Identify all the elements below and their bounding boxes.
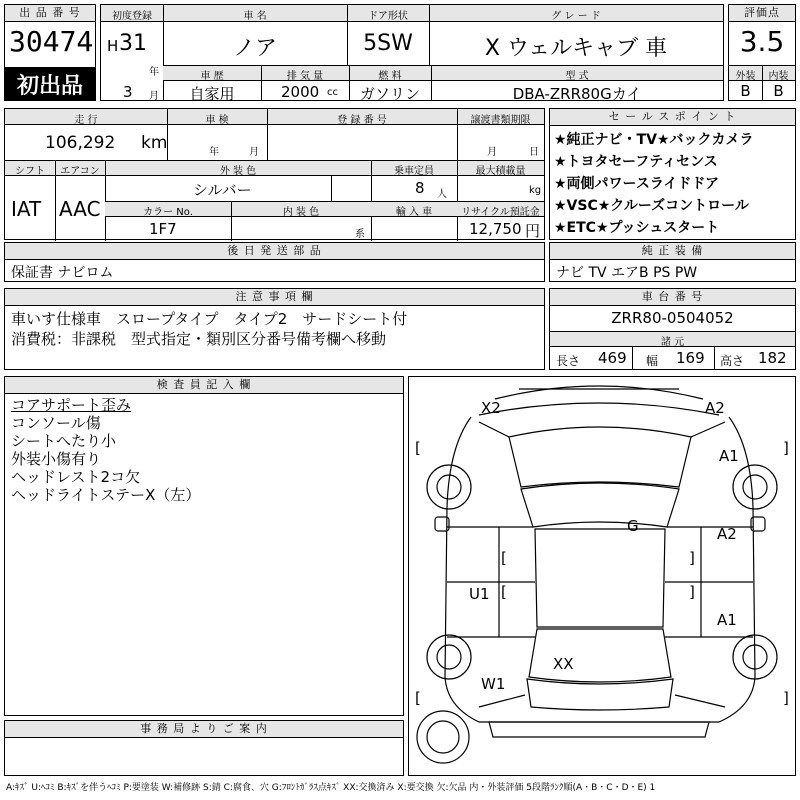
damage-mark: G: [627, 517, 639, 535]
door-type: 5SW: [363, 31, 413, 56]
length-value: 469: [598, 349, 627, 367]
reg-year: 31: [119, 31, 147, 56]
year-unit: 年: [149, 67, 159, 78]
later-parts-value: 保証書 ナビロム: [11, 265, 114, 281]
diagram-bracket: [: [415, 439, 421, 457]
lot-box: [4, 4, 96, 101]
sales-point-line: ★トヨタセーフティセンス: [554, 154, 718, 170]
model-code-value: DBA-ZRR80Gカイ: [512, 85, 642, 103]
model-label: 車 名: [243, 11, 267, 22]
notes-line: 消費税：非課税 型式指定・類別区分番号備考欄へ移動: [11, 330, 387, 348]
mileage-unit: km: [141, 133, 168, 153]
genuine-equipment-label: 純 正 装 備: [550, 243, 795, 260]
inspector-line: コアサポート歪み: [11, 396, 132, 414]
genuine-equipment-box: [549, 242, 796, 282]
damage-mark: XX: [553, 655, 574, 673]
legend-text: A:ｷｽﾞ U:ﾍｺﾐ B:ｷｽﾞを伴うﾍｺﾐ P:要塗装 W:補修跡 S:錆 C:腐食、穴 G:ﾌﾛﾝﾄｶﾞﾗｽ点ｷｽﾞ XX:交換済み X:要交換 欠:欠品 内・外装評価 5段階ﾗﾝｸ順(A・B・C・D・E) 1: [6, 783, 656, 793]
dims-label: 諸 元: [660, 337, 685, 348]
office-label: 事 務 局 よ り ご 案 内: [5, 721, 403, 738]
color-value: シルバー: [193, 181, 252, 199]
chassis-label: 車 台 番 号: [550, 289, 795, 306]
vehicle-info-box: [4, 108, 545, 240]
damage-mark: A2: [705, 399, 725, 417]
office-box: [4, 720, 404, 776]
grade-label: グ レ ー ド: [551, 11, 601, 22]
damage-mark: W1: [481, 675, 506, 693]
diagram-bracket: ]: [783, 439, 789, 457]
width-label: 幅: [646, 354, 659, 368]
inspector-line: シートへたり小: [11, 432, 117, 450]
notes-box: [4, 288, 545, 370]
reg-era: H: [107, 37, 119, 55]
diagram-bracket: [: [415, 689, 421, 707]
interior-label: 内 装 色: [282, 207, 320, 218]
lot-label: 出 品 番 号: [5, 5, 95, 22]
fuel-value: ガソリン: [359, 85, 420, 103]
reg-label: 初度登録: [112, 11, 152, 22]
color-no-label: カラー No.: [143, 207, 193, 218]
inspector-line: 外装小傷有り: [11, 450, 102, 468]
damage-diagram: [408, 376, 796, 776]
damage-mark: A1: [717, 611, 737, 629]
damage-mark: U1: [469, 585, 490, 603]
notes-line: 車いす仕様車 スロープタイプ タイプ2 サードシート付: [11, 310, 408, 328]
capacity-unit: 人: [437, 189, 447, 200]
notes-label: 注 意 事 項 欄: [5, 289, 544, 306]
sales-point-line: ★VSC★クルーズコントロール: [554, 198, 749, 214]
damage-mark: A2: [717, 525, 737, 543]
sales-points-label: セ ー ル ス ポ イ ン ト: [550, 109, 795, 126]
int-grade: B: [773, 82, 784, 100]
damage-mark: A1: [719, 447, 739, 465]
inspection-label: 車 検: [205, 115, 229, 126]
int-label: 内装: [768, 71, 789, 82]
inspector-label: 検 査 員 記 入 欄: [5, 377, 403, 394]
inspector-box: [4, 376, 404, 716]
plate-label: 登 録 番 号: [337, 115, 387, 126]
header-main: [100, 4, 724, 101]
later-parts-box: [4, 242, 545, 282]
sales-point-line: ★両側パワースライドドア: [554, 176, 720, 192]
displacement-unit: cc: [327, 87, 338, 98]
displacement-label: 排 気 量: [286, 71, 324, 82]
inspector-line: ヘッドライトステーX（左）: [11, 486, 201, 504]
height-value: 182: [758, 349, 787, 367]
model-name: ノア: [232, 36, 277, 61]
score-box: [728, 4, 796, 101]
later-parts-label: 後 日 発 送 部 品: [5, 243, 544, 260]
car-outline-diagram: [409, 377, 795, 775]
door-label: ドア形状: [368, 11, 408, 22]
width-value: 169: [676, 349, 705, 367]
inspector-line: コンソール傷: [11, 414, 101, 432]
chassis-box: [549, 288, 796, 370]
recycle-value: 12,750: [469, 220, 522, 238]
first-listing-label: 初出品: [16, 74, 83, 99]
fuel-label: 燃 料: [378, 71, 402, 82]
length-label: 長さ: [556, 354, 581, 368]
diagram-bracket: ]: [783, 689, 789, 707]
diagram-bracket: [: [501, 549, 507, 567]
chassis-value: ZRR80-0504052: [611, 309, 734, 327]
month-unit: 月: [149, 91, 159, 102]
height-label: 高さ: [720, 354, 745, 368]
sales-point-line: ★純正ナビ・TV★バックカメラ: [554, 132, 754, 148]
history-value: 自家用: [189, 85, 235, 103]
diagram-bracket: ]: [689, 583, 695, 601]
ac-label: エアコン: [60, 166, 100, 177]
transfer-label: 譲渡書類期限: [470, 115, 531, 126]
grade-value: X ウェルキャブ 車: [484, 36, 668, 61]
color-label: 外 装 色: [219, 166, 257, 177]
recycle-unit: 円: [525, 222, 541, 240]
history-label: 車 歴: [200, 71, 224, 82]
sales-points-box: [549, 108, 796, 240]
load-unit: kg: [529, 185, 542, 196]
ac-value: AAC: [59, 197, 101, 221]
transfer-month: 月: [487, 147, 497, 158]
ext-grade: B: [740, 82, 751, 100]
mileage-value: 106,292: [45, 133, 116, 153]
capacity-value: 8: [415, 179, 425, 197]
reg-month: 3: [123, 83, 133, 101]
recycle-label: リサイクル預託金: [461, 207, 540, 218]
lot-number: 30474: [9, 25, 94, 58]
import-label: 輸 入 車: [395, 207, 433, 218]
transfer-day: 日: [529, 147, 539, 158]
inspection-year: 年: [209, 147, 219, 158]
damage-mark: X2: [481, 399, 501, 417]
capacity-label: 乗車定員: [394, 166, 434, 177]
mileage-label: 走 行: [74, 115, 98, 126]
score-label: 評価点: [729, 5, 795, 22]
inspector-line: ヘッドレスト2コ欠: [11, 468, 141, 486]
diagram-bracket: ]: [689, 549, 695, 567]
displacement-value: 2000: [281, 83, 320, 101]
sales-point-line: ★ETC★プッシュスタート: [554, 220, 720, 236]
shift-value: IAT: [11, 197, 42, 221]
diagram-bracket: [: [501, 583, 507, 601]
load-label: 最大積載量: [475, 166, 526, 177]
inspection-month: 月: [249, 147, 259, 158]
interior-unit: 系: [355, 229, 365, 240]
genuine-equipment-value: ナビ TV エアB PS PW: [556, 265, 698, 281]
color-no-value: 1F7: [149, 220, 177, 238]
ext-label: 外装: [735, 71, 756, 82]
model-code-label: 型 式: [565, 71, 589, 82]
score-value: 3.5: [739, 25, 785, 58]
shift-label: シフト: [15, 166, 45, 177]
